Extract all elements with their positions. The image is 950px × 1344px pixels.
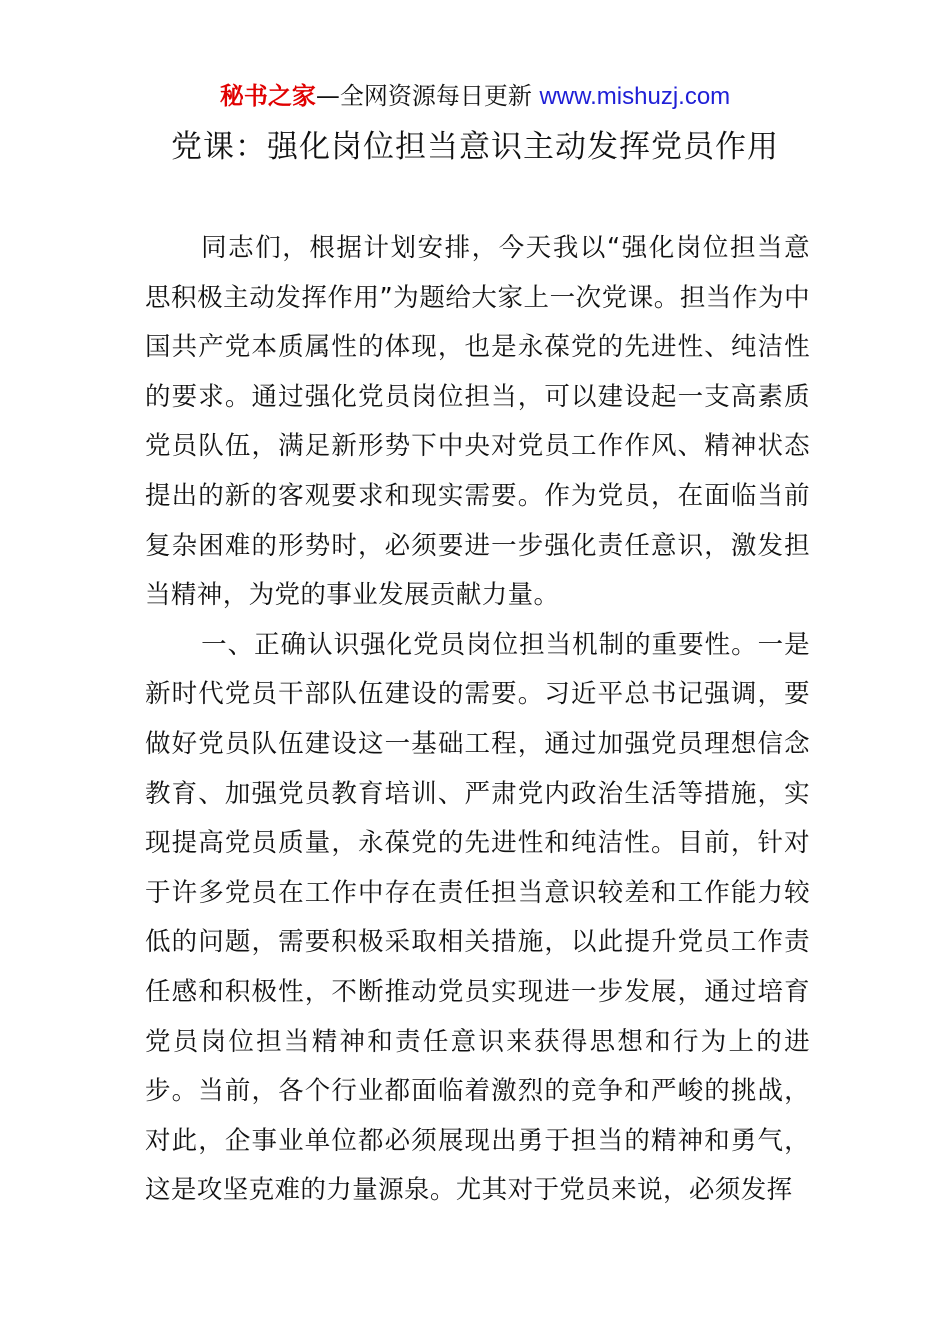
paragraph-section-one: 一、正确认识强化党员岗位担当机制的重要性。一是新时代党员干部队伍建设的需要。习近平总书记强调，要做好党员队伍建设这一基础工程，通过加强党员理想信念教育、加强党员教育培训、严肃党内政治生活等措施，实现提高党员质量，永葆党的先进性和纯洁性。目前，针对于许多党员在工作中存在责任担当意识较差和工作能力较低的问题，需要积极采取相关措施，以此提升党员工作责任感和积极性，不断推动党员实现进一步发展，通过培育党员岗位担当精神和责任意识来获得思想和行为上的进步。当前，各个行业都面临着激烈的竞争和严峻的挑战，对此，企事业单位都必须展现出勇于担当的精神和勇气，这是攻坚克难的力量源泉。尤其对于党员来说，必须发挥 — [145, 629, 810, 1206]
brand-name: 秘书之家 — [219, 82, 316, 110]
document-body — [145, 224, 810, 1216]
paragraph-intro: 同志们，根据计划安排，今天我以“强化岗位担当意思积极主动发挥作用”为题给大家上一次党课。担当作为中国共产党本质属性的体现，也是永葆党的先进性、纯洁性的要求。通过强化党员岗位担当，可以建设起一支高素质党员队伍，满足新形势下中央对党员工作作风、精神状态提出的新的客观要求和现实需要。作为党员，在面临当前复杂困难的形势时，必须要进一步强化责任意识，激发担当精神，为党的事业发展贡献力量。 — [145, 233, 810, 611]
site-url[interactable]: www.mishuzj.com — [539, 83, 731, 110]
banner-tagline: —全网资源每日更新 — [315, 82, 540, 110]
site-banner — [0, 80, 950, 113]
document-title: 党课：强化岗位担当意识主动发挥党员作用 — [171, 129, 779, 165]
